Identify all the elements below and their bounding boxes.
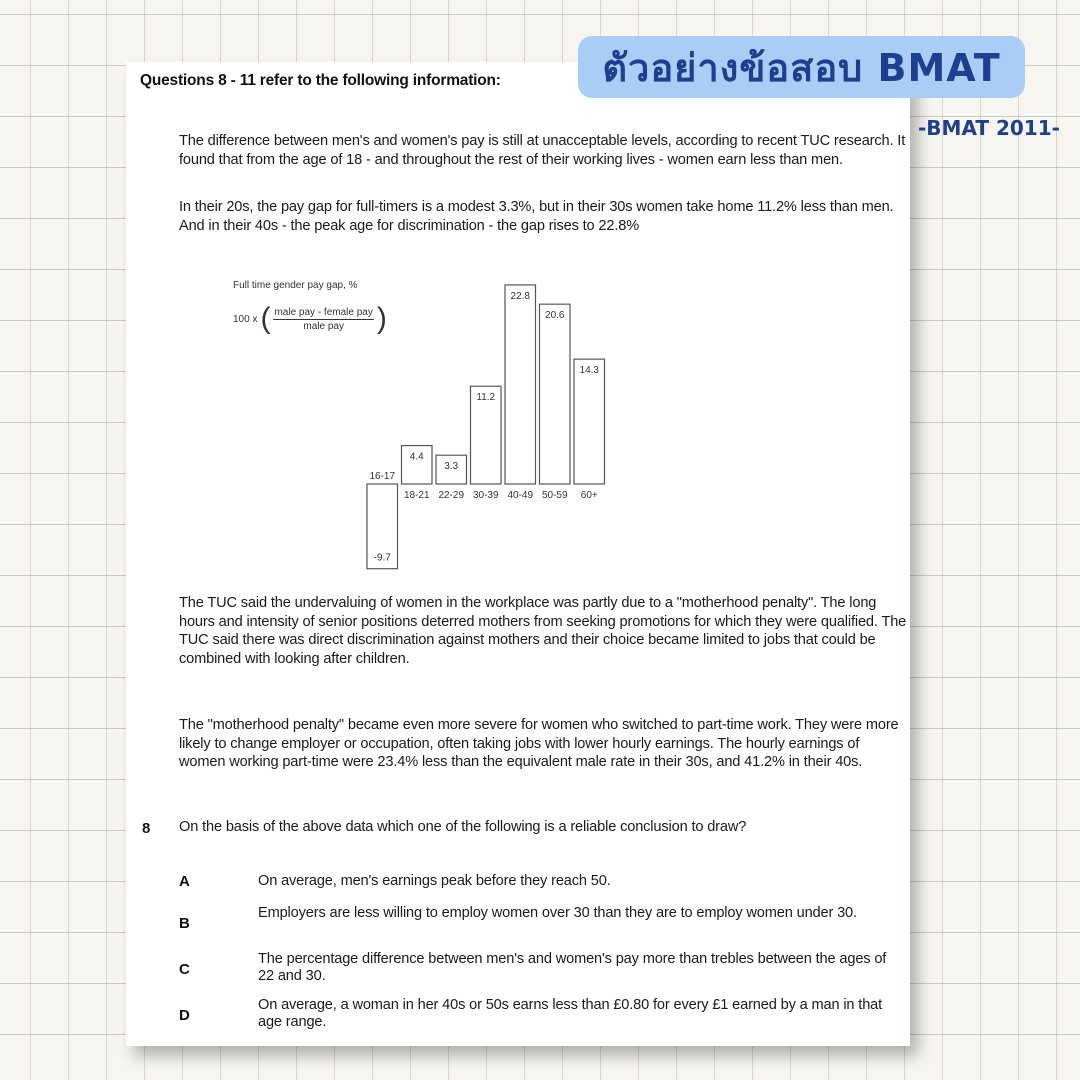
value-label: -9.7 bbox=[373, 552, 391, 564]
banner-subtitle: -BMAT 2011- bbox=[918, 116, 1060, 140]
left-paren: ( bbox=[260, 302, 271, 335]
value-label: 20.6 bbox=[545, 310, 565, 322]
bar-50-59 bbox=[540, 304, 571, 484]
question-number: 8 bbox=[142, 820, 151, 837]
exam-page bbox=[126, 62, 910, 1046]
category-label: 30-39 bbox=[472, 490, 499, 501]
paragraph-4: The "motherhood penalty" became even more severe for women who switched to part-time work. They were more likely to change employer or occupation, often taking jobs with lower hourly earnings. The hourly earnings of women working part-time were 23.4% less than the equivalent male rate in their 30s, and 41.2% in their 40s. bbox=[179, 717, 899, 771]
pay-gap-bar-chart bbox=[126, 62, 910, 582]
formula-denominator: male pay bbox=[303, 320, 344, 332]
value-label: 14.3 bbox=[579, 365, 599, 377]
bar-60+ bbox=[574, 359, 605, 484]
chart-title: Full time gender pay gap, % bbox=[233, 280, 358, 291]
option-letter: A bbox=[179, 873, 190, 890]
value-label: 3.3 bbox=[444, 461, 459, 473]
option-text: Employers are less willing to employ women over 30 than they are to employ women under 30. bbox=[258, 905, 857, 921]
paragraph-2: In their 20s, the pay gap for full-timers is a modest 3.3%, but in their 30s women take home 11.2% less than men. And in their 40s - the peak age for discrimination - the gap rises to 22.8% bbox=[179, 199, 894, 234]
section-heading: Questions 8 - 11 refer to the following information: bbox=[140, 72, 501, 89]
value-label: 4.4 bbox=[409, 451, 424, 463]
formula-prefix: 100 x bbox=[233, 313, 258, 325]
category-label: 40-49 bbox=[507, 490, 534, 501]
paragraph-1: The difference between men's and women's pay is still at unacceptable levels, according to recent TUC research. It found that from the age of 18 - and throughout the rest of their working lives - women earn less than men. bbox=[179, 133, 906, 168]
category-label: 16-17 bbox=[369, 471, 396, 482]
category-label: 50-59 bbox=[541, 490, 568, 501]
option-text: On average, men's earnings peak before they reach 50. bbox=[258, 873, 611, 889]
category-label: 60+ bbox=[580, 490, 598, 501]
bar-40-49 bbox=[505, 285, 536, 484]
paragraph-3: The TUC said the undervaluing of women in the workplace was partly due to a "motherhood penalty". The long hours and intensity of senior positions deterred mothers from seeking promotions for which they were qualified. The TUC said there was direct discrimination against mothers and their choice became limited to jobs that could be combined with looking after children. bbox=[179, 595, 907, 667]
category-label: 18-21 bbox=[403, 490, 430, 501]
formula-numerator: male pay - female pay bbox=[274, 306, 373, 318]
value-label: 11.2 bbox=[476, 392, 496, 404]
option-letter: C bbox=[179, 961, 190, 978]
option-text: The percentage difference between men's and women's pay more than trebles between the ages of 22 and 30. bbox=[258, 951, 887, 984]
title-banner bbox=[578, 36, 1025, 98]
category-label: 22-29 bbox=[438, 490, 465, 501]
option-letter: D bbox=[179, 1007, 190, 1024]
right-paren: ) bbox=[376, 302, 387, 335]
option-text: On average, a woman in her 40s or 50s earns less than £0.80 for every £1 earned by a man in that age range. bbox=[258, 997, 883, 1030]
banner-title: ตัวอย่างข้อสอบ BMAT bbox=[602, 45, 1001, 90]
question-text: On the basis of the above data which one of the following is a reliable conclusion to draw? bbox=[179, 819, 747, 835]
option-letter: B bbox=[179, 915, 190, 932]
value-label: 22.8 bbox=[510, 290, 530, 302]
